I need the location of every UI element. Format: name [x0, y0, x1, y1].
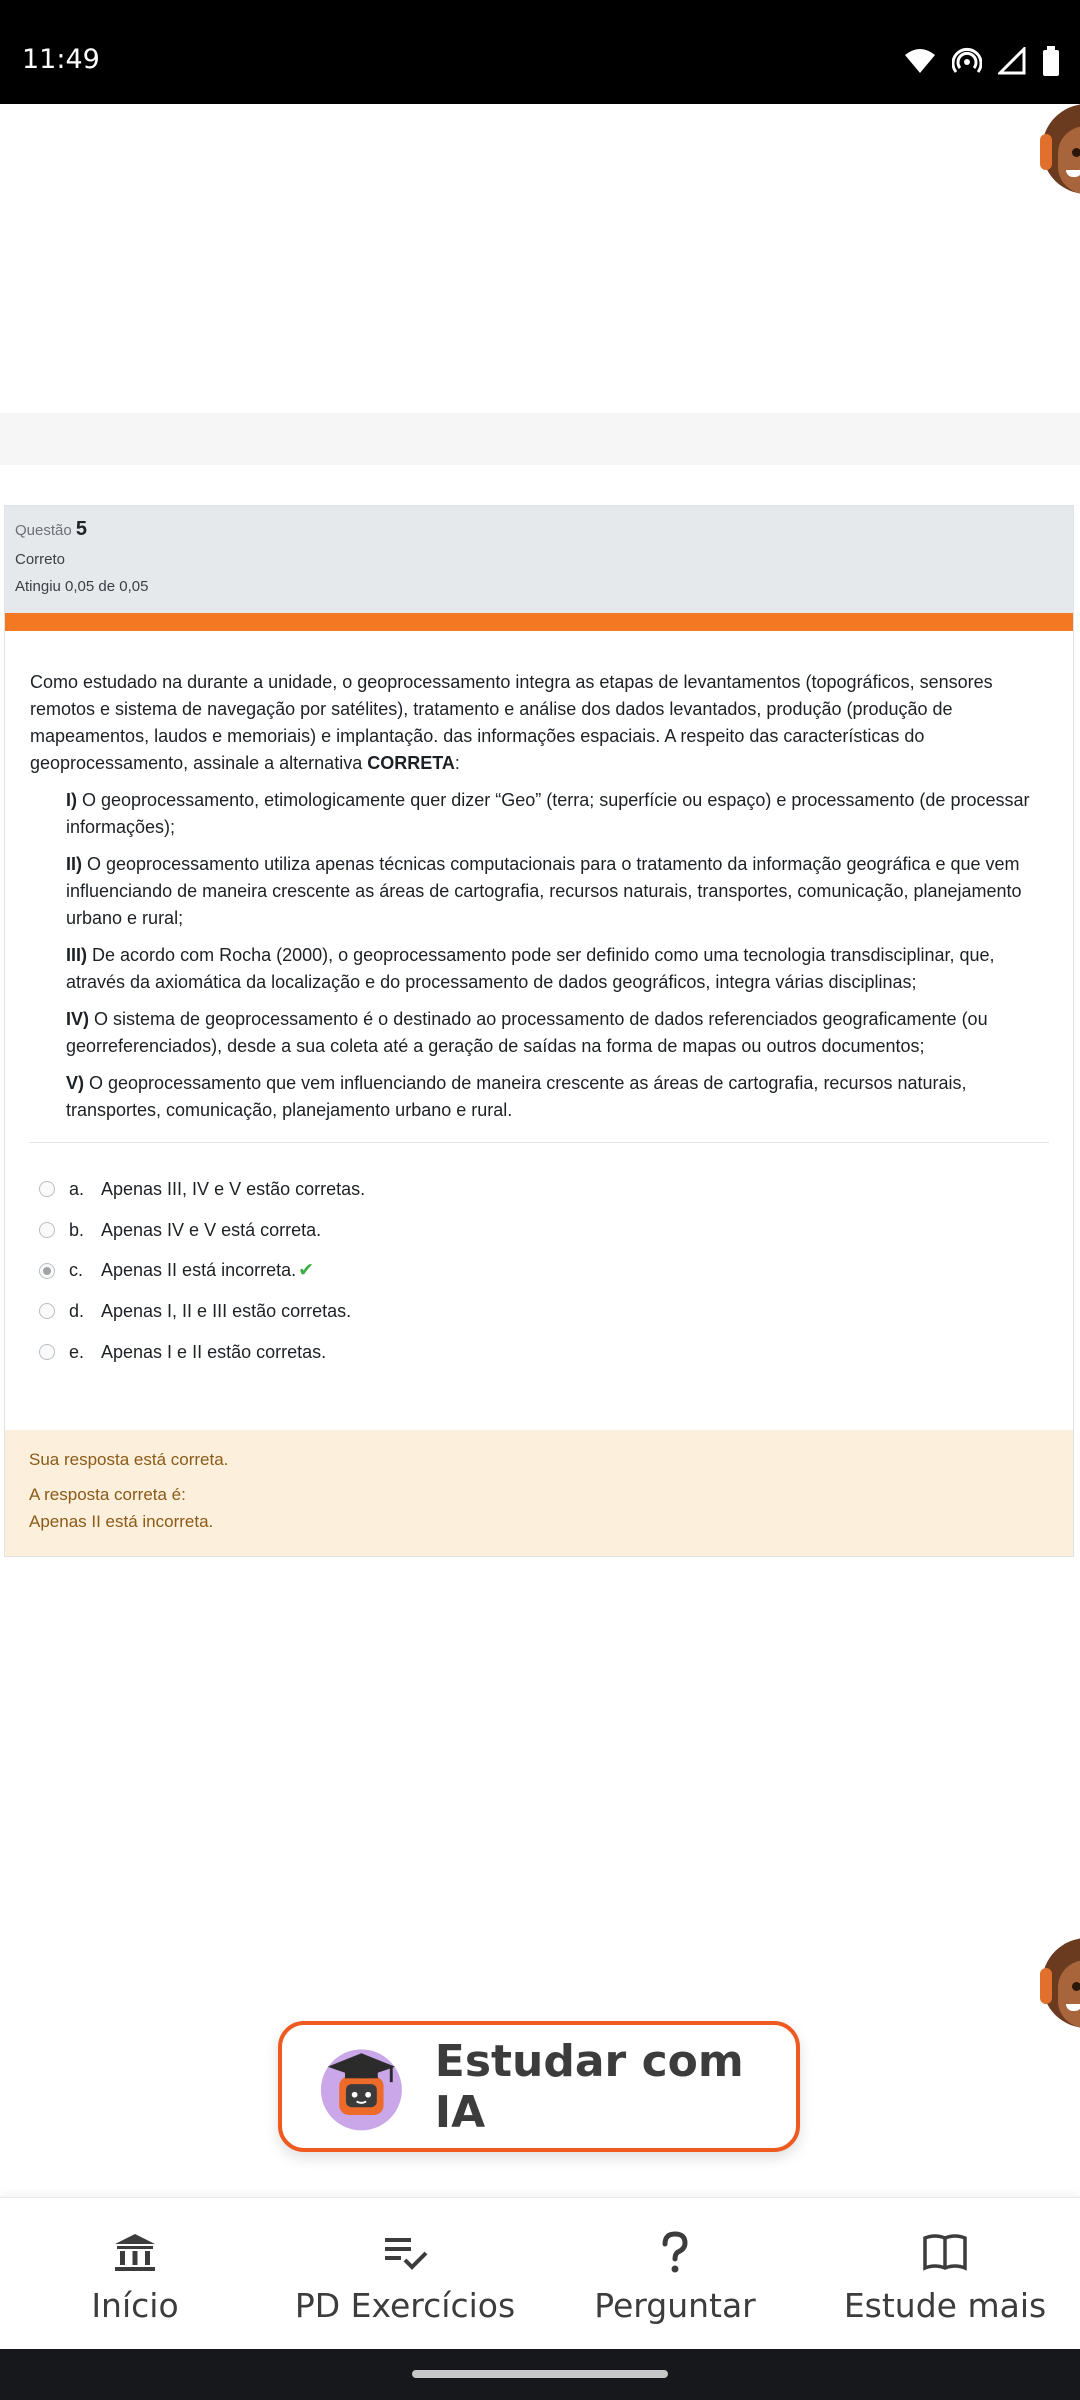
checklist-icon [381, 2228, 429, 2276]
question-lead: Como estudado na durante a unidade, o geoprocessamento integra as etapas de levantamentos (topográficos, sensores remotos e sistema de navegação por satélites), tratamento e análise dos dados levantados, produção (produção de mapeamentos, laudos e memoriais) e implantação. das informações espaciais. A respeito das características do geoprocessamento, assinale a alternativa CORRETA: [30, 672, 993, 773]
radio-button[interactable] [39, 1181, 55, 1197]
bank-icon [111, 2228, 159, 2276]
status-icons [904, 44, 1060, 78]
correct-answer-text: Apenas II está incorreta. [29, 1512, 214, 1531]
statement-item: IV) O sistema de geoprocessamento é o destinado ao processamento de dados referenciados geograficamente (ou georreferenciados), desde a sua coleta até a geração de saídas na forma de mapas ou outros documentos; [66, 1009, 988, 1056]
question-grade: Atingiu 0,05 de 0,05 [15, 578, 149, 595]
statement-item: II) O geoprocessamento utiliza apenas técnicas computacionais para o tratamento da informação geográfica e que vem influenciando de maneira crescente as áreas de cartografia, recursos naturais, transportes, comunicação, planejamento urbano e rural; [66, 854, 1022, 928]
answer-option-e[interactable]: e. Apenas I e II estão corretas. [39, 1332, 1073, 1373]
signal-icon [998, 47, 1026, 75]
feedback-message: Sua resposta está correta. [29, 1450, 229, 1469]
answer-feedback [5, 1430, 1073, 1556]
nav-item-inicio[interactable]: Início [0, 2198, 270, 2349]
answer-option-d[interactable]: d. Apenas I, II e III estão corretas. [39, 1291, 1073, 1332]
answer-option-a[interactable]: a. Apenas III, IV e V estão corretas. [39, 1169, 1073, 1210]
headset-icon [1040, 134, 1052, 170]
question-info [5, 506, 1073, 613]
checkmark-icon: ✔ [298, 1260, 315, 1282]
status-bar [0, 0, 1080, 104]
nav-item-perguntar[interactable]: Perguntar [540, 2198, 810, 2349]
assistant-avatar-floating[interactable] [1040, 1938, 1080, 2028]
assistant-avatar[interactable] [1040, 104, 1080, 194]
nav-item-estude-mais[interactable]: Estude mais [810, 2198, 1080, 2349]
headset-icon [1040, 1968, 1052, 2004]
battery-icon [1042, 46, 1060, 76]
statement-item: III) De acordo com Rocha (2000), o geoprocessamento pode ser definido como uma tecnologia transdisciplinar, que, através da axiomática da localização e do processamento de dados geográficos, integra várias disciplinas; [66, 945, 995, 992]
question-accent-bar [5, 613, 1073, 631]
question-icon [651, 2228, 699, 2276]
radio-button-selected[interactable] [39, 1263, 55, 1279]
bottom-navigation [0, 2197, 1080, 2349]
book-icon [921, 2228, 969, 2276]
wifi-icon [904, 47, 936, 75]
system-navigation-bar [0, 2349, 1080, 2400]
status-time: 11:49 [22, 44, 100, 75]
study-with-ai-button[interactable] [278, 2021, 800, 2152]
question-text [5, 631, 1073, 1124]
robot-graduate-icon [318, 2042, 405, 2132]
question-number: Questão 5 [15, 518, 88, 540]
page-separator [0, 413, 1080, 465]
radio-button[interactable] [39, 1303, 55, 1319]
statement-item: I) O geoprocessamento, etimologicamente quer dizer “Geo” (terra; superfície ou espaço) e processamento (de processar informações); [66, 790, 1030, 837]
statement-list [30, 787, 1049, 1124]
question-state: Correto [15, 551, 66, 568]
radio-button[interactable] [39, 1222, 55, 1238]
statement-item: V) O geoprocessamento que vem influenciando de maneira crescente as áreas de cartografia, recursos naturais, transportes, comunicação, planejamento urbano e rural. [66, 1073, 967, 1120]
answer-option-c[interactable]: c. Apenas II está incorreta. ✔ [39, 1250, 1073, 1291]
answer-options [5, 1143, 1073, 1372]
radio-button[interactable] [39, 1344, 55, 1360]
answer-option-b[interactable]: b. Apenas IV e V está correta. [39, 1210, 1073, 1251]
hotspot-icon [952, 46, 982, 76]
correct-answer-label: A resposta correta é: [29, 1485, 186, 1504]
question-card [4, 505, 1074, 1557]
study-with-ai-label: Estudar com IA [434, 2035, 744, 2138]
home-gesture-handle[interactable] [412, 2370, 668, 2378]
nav-item-pd-exercicios[interactable]: PD Exercícios [270, 2198, 540, 2349]
